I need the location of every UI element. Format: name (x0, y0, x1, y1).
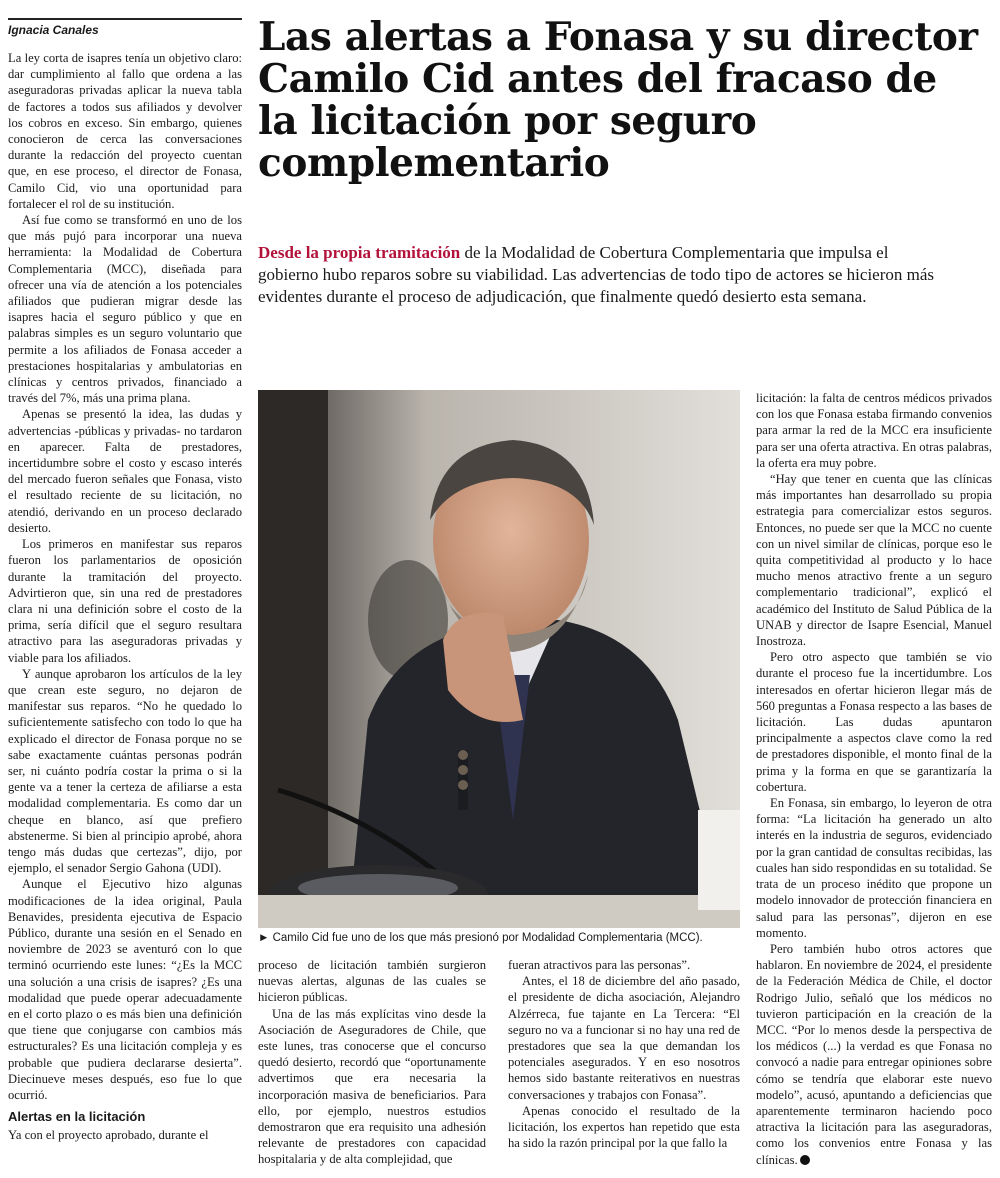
paragraph: “Hay que tener en cuenta que las clínicas más importantes han desarrollado su propia estrategia para comercializar estos seguros. Entonces, no puede ser que la MCC no cuente con un nivel similar de clínicas, porque eso le quita competitividad al producto y lo hace mucho menos atractivo frente a un seguro complementario tradicional”, explicó el académico del Instituto de Salud Pública de la UNAB y director de Isapre Esencial, Manuel Inostroza. (756, 472, 992, 649)
article-column-2 (258, 957, 486, 1168)
lead-highlight: Desde la propia tramitación (258, 243, 461, 262)
photo-caption: ► Camilo Cid fue uno de los que más presionó por Modalidad Complementaria (MCC). (258, 932, 703, 944)
byline: Ignacia Canales (8, 23, 99, 37)
end-of-article-icon (800, 1155, 810, 1165)
article-column-4 (756, 390, 992, 1168)
lead-text: de la Modalidad de Cobertura Complementaria que impulsa el gobierno hubo reparos sobre su viabilidad. Las advertencias de todo tipo de actores se hicieron más evidentes durante el proceso de adjudicación, que finalmente quedó desierto esta semana. (258, 243, 935, 306)
article-column-1 (8, 50, 242, 1144)
paragraph: Apenas conocido el resultado de la licitación, los expertos han repetido que esta ha sido la razón principal por la que fallo la (508, 1103, 740, 1151)
article-column-3 (508, 957, 740, 1151)
paragraph: Apenas se presentó la idea, las dudas y advertencias -públicas y privadas- no tardaron en aparecer. Falta de prestadores, incertidumbre sobre el costo y escaso interés del mercado fueron señales que Fonasa, visto el resultado reciente de su licitación, no atendió, derivando en un proceso declarado desierto. (8, 407, 242, 535)
headline: Las alertas a Fonasa y su director Camilo Cid antes del fracaso de la licitación por seguro complementario (258, 14, 978, 186)
paragraph-text: Pero también hubo otros actores que hablaron. En noviembre de 2024, el presidente de la Federación Médica de Chile, el doctor Rodrigo Julio, señaló que los médicos no tuvieron participación en la creación de la MCC. “Por lo menos desde la perspectiva de los médicos (...) la verdad es que Fonasa no convocó a nadie para entregar opiniones sobre cómo se tendría que elaborar este nuevo modelo”, acusó, apuntando a deficiencias que aparentemente terminaron haciendo poco atractiva la licitación para las aseguradoras, como los convenios entre Fonasa y las clínicas. (756, 941, 992, 1167)
paragraph: fueran atractivos para las personas”. (508, 958, 691, 972)
paragraph: Antes, el 18 de diciembre del año pasado, el presidente de dicha asociación, Alejandro Alzérreca, fue tajante en La Tercera: “El seguro no va a funcionar si no hay una red de prestadores que sea la que demandan los potenciales asegurados. Y en eso nosotros hemos sido bastante reiterativos en nuestras conversaciones y trabajos con Fonasa”. (508, 974, 740, 1102)
byline-rule (8, 18, 242, 37)
paragraph: Aunque el Ejecutivo hizo algunas modificaciones de la idea original, Paula Benavides, presidenta ejecutiva de Espacio Público, durante una sesión en el Senado en noviembre de 2023 se aventuró con lo que terminó ocurriendo este lunes: “¿Es la MCC una solución a una crisis de isapres? ¿Es una modalidad que puede operar adecuadamente en el corto plazo o es más bien una definición que tiene que conjugarse con cambios más estructurales? Es una licitación compleja y es probable que pudiera declararse desierta”. Diecinueve meses después, eso fue lo que ocurrió. (8, 877, 242, 1102)
lead-paragraph (258, 242, 938, 308)
paragraph: licitación: la falta de centros médicos privados con los que Fonasa estaba firmando convenios para armar la red de la MCC era insuficiente para ser una oferta atractiva. En otras palabras, la oferta era muy pobre. (756, 391, 993, 470)
portrait-illustration (258, 390, 740, 928)
article-photo (258, 390, 740, 928)
paragraph: Los primeros en manifestar sus reparos fueron los parlamentarios de oposición durante la tramitación del proyecto. Advirtieron que, sin una red de prestadores clara ni una definición sobre el costo de la prima, sería difícil que el seguro resultara atractivo para las aseguradoras privadas y viable para los afiliados. (8, 537, 242, 665)
section-subhead: Alertas en la licitación (8, 1109, 146, 1125)
paragraph: Una de las más explícitas vino desde la Asociación de Aseguradores de Chile, que este lunes, tras conocerse que el concurso quedó desierto, recordó que “oportunamente advertimos que era necesaria la incorporación masiva de beneficiarios. Para ello, por ejemplo, nuestros estudios demostraron que era requisito una adhesión relevante de prestadores con capacidad hospitalaria y de alta complejidad, que (258, 1006, 486, 1167)
paragraph: proceso de licitación también surgieron nuevas alertas, algunas de las cuales se hicieron públicas. (258, 958, 486, 1005)
paragraph: Pero otro aspecto que también se vio durante el proceso fue la incertidumbre. Los interesados en ofertar hicieron llegar más de 560 preguntas a Fonasa respecto a las bases de licitación. Las dudas apuntaron principalmente a aspectos clave como la red de prestadores disponible, el monto final de la prima y la forma en que se garantizaría la cobertura. (756, 650, 992, 794)
paragraph: En Fonasa, sin embargo, lo leyeron de otra forma: “La licitación ha generado un alto interés en la industria de seguros, evidenciado por la gran cantidad de consultas recibidas, las cuales han sido respondidas en su totalidad. Se trata de un proceso inédito que propone un modelo innovador de protección financiera en salud para las personas”, dijeron en ese momento. (756, 796, 992, 940)
paragraph: Ya con el proyecto aprobado, durante el (8, 1128, 209, 1143)
paragraph (756, 941, 992, 1168)
paragraph: Y aunque aprobaron los artículos de la ley que crean este seguro, no dejaron de manifestar sus reparos. “No he quedado lo suficientemente satisfecho con todo lo que ha explicado el director de Fonasa porque no se sabe exactamente cuántas personas podrán ser, ni cuánto podría costar la prima o si la gente va a tener la certeza de afiliarse a esta modalidad complementaria. Es como dar un cheque en blanco, así que prefiero abstenerme. Si bien al principio aprobé, ahora tengo más dudas que certezas”, dijo, por ejemplo, el senador Sergio Gahona (UDI). (8, 666, 242, 876)
paragraph: La ley corta de isapres tenía un objetivo claro: dar cumplimiento al fallo que ordena a las aseguradoras privadas aplicar la nueva tabla de factores a todos sus afiliados y devolver los cobros en exceso. Sin embargo, quienes conocieron de cerca las conversaciones durante la redacción del proyecto cuentan que, en ese proceso, el director de Fonasa, Camilo Cid, vio una oportunidad para fortalecer el rol de su institución. (8, 51, 242, 211)
paragraph: Así fue como se transformó en uno de los que más pujó para incorporar una nueva herramienta: la Modalidad de Cobertura Complementaria (MCC), diseñada para ofrecer una vía de atención a los potenciales afiliados que pudieran migrar desde las isapres hacia el seguro público y que en palabras simples es un seguro voluntario que permite a los afiliados de Fonasa acceder a prestaciones hospitalarias y ambulatorias en clínicas y centros privados, financiado a través del 7%, más una prima plana. (8, 213, 242, 406)
